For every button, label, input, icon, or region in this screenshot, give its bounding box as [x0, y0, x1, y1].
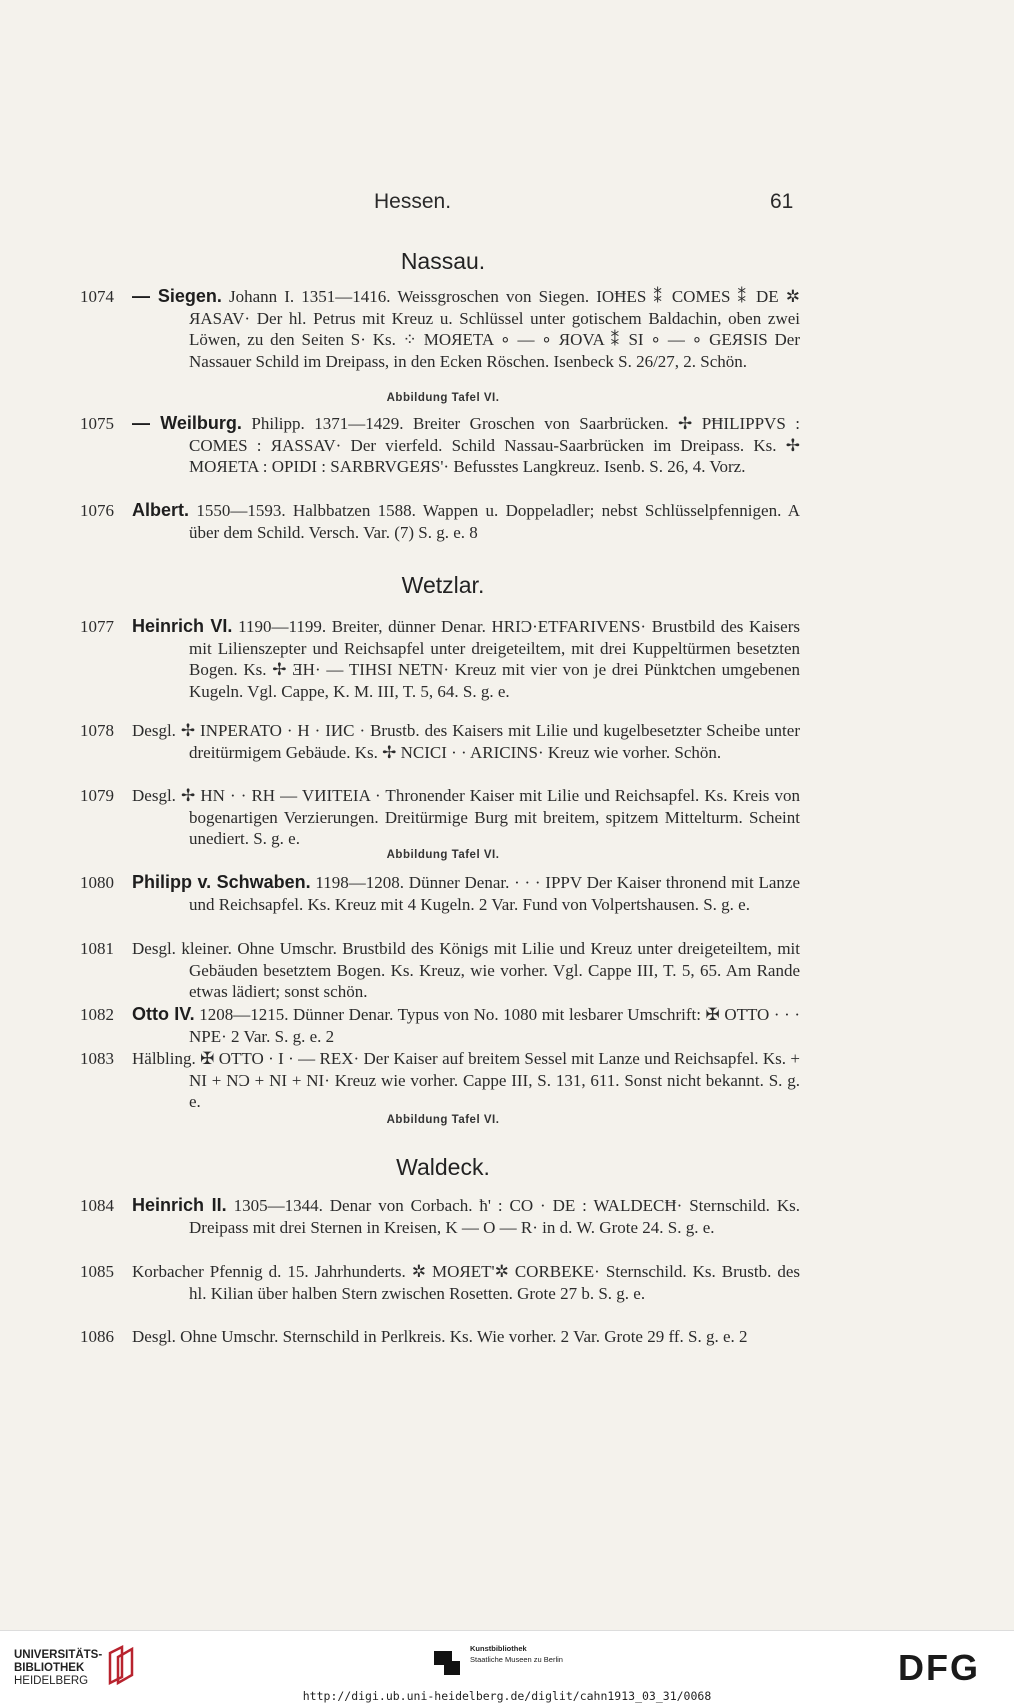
- entry-heading: — Weilburg.: [132, 413, 242, 433]
- running-head: [0, 190, 1014, 220]
- entry-number: 1077: [80, 617, 114, 636]
- catalog-entry-1077: [80, 616, 800, 702]
- kunstbibliothek-label: Kunstbibliothek Staatliche Museen zu Berlin: [470, 1644, 563, 1664]
- page-header-title: Hessen.: [374, 190, 452, 213]
- entry-number: 1078: [80, 721, 114, 740]
- entry-text: Desgl. ✢ INPERATO · H · IИC · Brustb. des Kaisers mit Lilie und kugelbesetzter Scheibe unter dreitürmigem Gebäude. Ks. ✢ NCICI · · ARICINS· Kreuz wie vorher. Schön.: [132, 721, 800, 762]
- catalog-entry-1086: [80, 1326, 800, 1348]
- entry-text: Philipp. 1371—1429. Breiter Groschen von Saarbrücken. ✢ PĦILIPPVS : COMES : ЯASSAV· Der vierfeld. Schild Nassau-Saarbrücken im Dreipass. Ks. ✢ MOЯETA : OPIDI : SARBRVGEЯS'· Befusstes Langkreuz. Isenb. S. 26, 4. Vorz.: [189, 414, 800, 476]
- entry-number: 1083: [80, 1049, 114, 1068]
- university-logo-icon: [104, 1643, 142, 1687]
- entry-number: 1074: [80, 287, 114, 306]
- catalog-entry-1075: [80, 413, 800, 478]
- catalog-entry-1082: [80, 1004, 800, 1047]
- entry-heading: Albert.: [132, 500, 190, 520]
- entry-number: 1082: [80, 1005, 114, 1024]
- viewer-footer: [0, 1630, 1014, 1707]
- entry-heading: Heinrich VI.: [132, 616, 233, 636]
- entry-heading: — Siegen.: [132, 286, 222, 306]
- entry-text: 1198—1208. Dünner Denar. · · · IPPV Der Kaiser thronend mit Lanze und Reichsapfel. Ks. Kreuz mit 4 Kugeln. 2 Var. Fund von Volpertshausen. S. g. e.: [189, 873, 801, 914]
- entry-number: 1079: [80, 786, 114, 805]
- entry-text: 1305—1344. Denar von Corbach. ħ' : CO · DE : WALDECĦ· Sternschild. Ks. Dreipass mit drei Sternen in Kreisen, K — O — R· in d. W. Grote 24. S. g. e.: [189, 1196, 800, 1237]
- entry-text: 1190—1199. Breiter, dünner Denar. HRIƆ·ETFARIVENS· Brustbild des Kaisers mit Lilienszepter und Reichsapfel unter dreigeteiltem, mit drei Kuppeltürmen besetzten Bogen. Ks. ✢ ƎH· — TIHSI NETN· Kreuz mit vier von je drei Pünktchen umgebenen Kugeln. Vgl. Cappe, K. M. III, T. 5, 64. S. g. e.: [189, 617, 800, 701]
- entry-number: 1084: [80, 1196, 114, 1215]
- section-title-wetzlar: Wetzlar.: [401, 572, 485, 598]
- entry-text: Desgl. Ohne Umschr. Sternschild in Perlkreis. Ks. Wie vorher. 2 Var. Grote 29 ff. S. g. e. 2: [132, 1327, 748, 1346]
- entry-text: 1208—1215. Dünner Denar. Typus von No. 1080 mit lesbarer Umschrift: ✠ OTTO · · · NPE· 2 Var. S. g. e. 2: [189, 1005, 800, 1046]
- catalog-entry-1081: [80, 938, 800, 1003]
- entry-heading: Philipp v. Schwaben.: [132, 872, 311, 892]
- entry-text: Hälbling. ✠ OTTO · I · — REX· Der Kaiser auf breitem Sessel mit Lanze und Reichsapfel. Ks. + NI + NƆ + NI + NI· Kreuz wie vorher. Cappe III, S. 131, 611. Sonst nicht bekannt. S. g. e.: [132, 1049, 800, 1111]
- catalog-entry-1080: [80, 872, 800, 915]
- catalog-entry-1084: [80, 1195, 800, 1238]
- entry-heading: Heinrich II.: [132, 1195, 227, 1215]
- entry-number: 1076: [80, 501, 114, 520]
- section-title-waldeck: Waldeck.: [396, 1154, 490, 1180]
- plate-reference: Abbildung Tafel VI.: [386, 392, 500, 404]
- page-number: 61: [770, 190, 794, 213]
- entry-number: 1081: [80, 939, 114, 958]
- entry-number: 1075: [80, 414, 114, 433]
- catalog-entry-1079: [80, 785, 800, 850]
- university-library-logo[interactable]: UNIVERSITÄTS- BIBLIOTHEK HEIDELBERG: [14, 1649, 103, 1687]
- entry-number: 1086: [80, 1327, 114, 1346]
- entry-number: 1085: [80, 1262, 114, 1281]
- section-title-nassau: Nassau.: [400, 248, 486, 274]
- entry-text: Desgl. kleiner. Ohne Umschr. Brustbild des Königs mit Lilie und Kreuz unter dreigeteiltem, mit Gebäuden besetztem Bogen. Ks. Kreuz, wie vorher. Vgl. Cappe III, T. 5, 65. Am Rande etwas lädiert; sonst schön.: [132, 939, 800, 1001]
- catalog-entry-1085: [80, 1261, 800, 1304]
- entry-text: 1550—1593. Halbbatzen 1588. Wappen u. Doppeladler; nebst Schlüsselpfennigen. A über dem Schild. Versch. Var. (7) S. g. e. 8: [189, 501, 800, 542]
- entry-text: Desgl. ✢ HN · · RH — VИITEIA · Thronender Kaiser mit Lilie und Reichsapfel. Ks. Kreis von bogenartigen Verzierungen. Dreitürmige Burg mit breitem, spitzem Mittelturm. Scheint unediert. S. g. e.: [132, 786, 800, 848]
- plate-reference: Abbildung Tafel VI.: [386, 1114, 500, 1126]
- plate-reference: Abbildung Tafel VI.: [386, 849, 500, 861]
- catalog-entry-1076: [80, 500, 800, 543]
- kunstbibliothek-logo-icon: [432, 1647, 462, 1677]
- permalink-url[interactable]: http://digi.ub.uni-heidelberg.de/diglit/cahn1913_03_31/0068: [302, 1689, 712, 1703]
- entry-number: 1080: [80, 873, 114, 892]
- catalog-entry-1083: [80, 1048, 800, 1113]
- entry-heading: Otto IV.: [132, 1004, 195, 1024]
- catalog-entry-1074: [80, 286, 800, 372]
- entry-text: Korbacher Pfennig d. 15. Jahrhunderts. ✲ MOЯET'✲ CORBEKE· Sternschild. Ks. Brustb. des hl. Kilian über halben Stern zwischen Rosetten. Grote 27 b. S. g. e.: [132, 1262, 800, 1303]
- dfg-logo[interactable]: DFG: [898, 1647, 980, 1688]
- entry-text: Johann I. 1351—1416. Weissgroschen von Siegen. IOĦES ⁑ COMES ⁑ DE ✲ ЯASAV· Der hl. Petrus mit Kreuz u. Schlüssel unter gotischem Baldachin, oben zwei Löwen, zu den Seiten S· Ks. ⁘ MOЯETA ∘ — ∘ ЯOVA ⁑ SI ∘ — ∘ GEЯSIS Der Nassauer Schild im Dreipass, in den Ecken Röschen. Isenbeck S. 26/27, 2. Schön.: [189, 287, 800, 371]
- catalog-entry-1078: [80, 720, 800, 763]
